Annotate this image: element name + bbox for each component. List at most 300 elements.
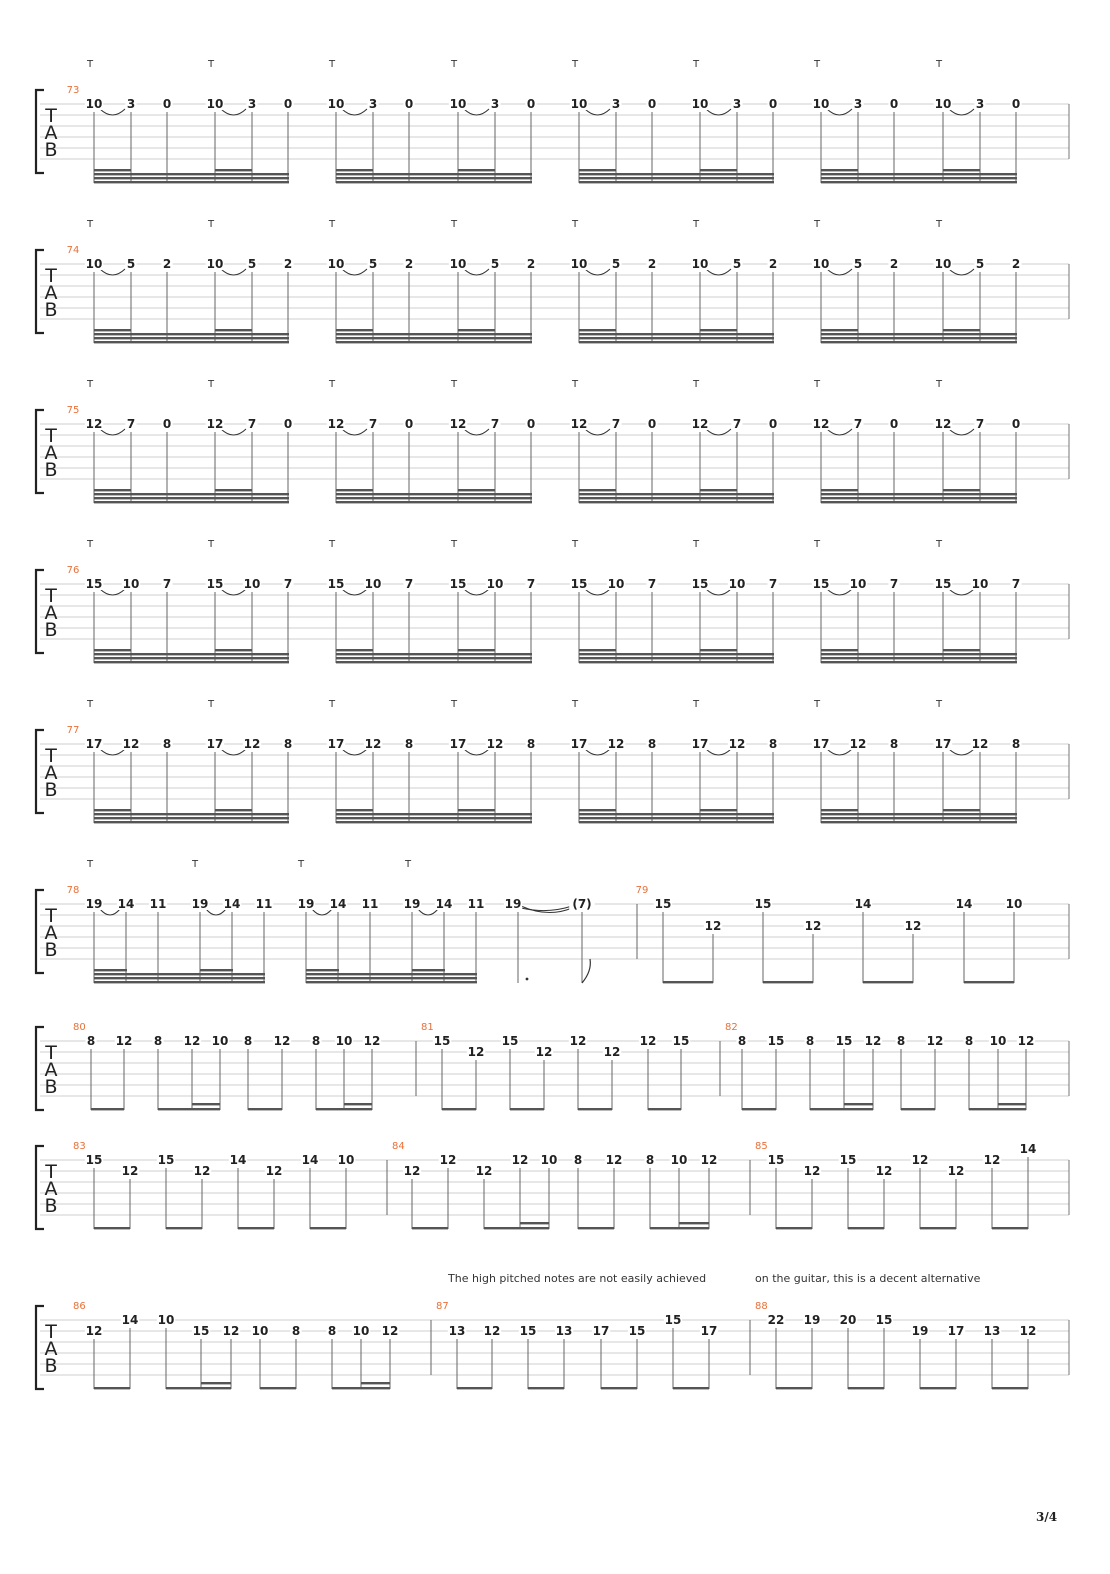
fret-number: 8 [1011,737,1021,751]
fret-number: 12 [121,1164,139,1178]
tab-clef-t: T [45,1161,57,1183]
fret-number: 7 [853,417,863,431]
tap-marker: T [450,379,458,390]
beam [901,1108,935,1110]
beam [579,497,774,499]
fret-number: 8 [964,1034,974,1048]
fret-number: 12 [804,919,822,933]
beam [336,181,532,183]
fret-number: 0 [283,417,293,431]
fret-number: 13 [555,1324,573,1338]
fret-number: 12 [483,1324,501,1338]
beam [336,333,532,335]
fret-number: 7 [975,417,985,431]
fret-number: 12 [812,417,830,431]
dot [526,978,529,981]
beam [763,981,813,983]
beam [94,1387,130,1389]
fret-number: 3 [853,97,863,111]
beam [863,981,913,983]
fret-number: 8 [805,1034,815,1048]
staff-bracket [36,90,44,173]
fret-number: 10 [449,257,467,271]
fret-number: 17 [206,737,224,751]
fret-number: 12 [728,737,746,751]
measure-number: 78 [66,885,80,896]
beam-secondary [520,1222,549,1224]
fret-number: 2 [526,257,536,271]
fret-number: 0 [404,97,414,111]
beam [94,177,289,179]
fret-number: 12 [363,1034,381,1048]
slur-arc [464,749,489,755]
tap-marker: T [328,539,336,550]
beam [821,497,1017,499]
fret-number: 15 [767,1034,785,1048]
fret-number: 0 [162,417,172,431]
fret-number: 15 [157,1153,175,1167]
fret-number: 5 [490,257,500,271]
fret-number: 14 [435,897,453,911]
beam-partial [821,169,858,171]
tap-marker: T [692,379,700,390]
tap-marker: T [571,59,579,70]
beam-partial [94,809,131,811]
tab-clef-b: B [44,299,58,321]
beam-partial [336,329,373,331]
fret-number: 12 [467,1045,485,1059]
fret-number: 12 [222,1324,240,1338]
beam [336,817,532,819]
fret-number: 10 [989,1034,1007,1048]
fret-number: 0 [526,97,536,111]
fret-number: 19 [403,897,421,911]
fret-number: 2 [404,257,414,271]
fret-number: 7 [889,577,899,591]
tab-clef-a: A [44,1338,58,1360]
fret-number: 15 [433,1034,451,1048]
staff-bracket [36,570,44,653]
fret-number: 15 [85,577,103,591]
beam [776,1227,812,1229]
fret-number: 19 [504,897,522,911]
slur-arc [342,749,367,755]
fret-number: 12 [273,1034,291,1048]
fret-number: 15 [754,897,772,911]
fret-number: 8 [737,1034,747,1048]
fret-number: 12 [265,1164,283,1178]
beam-partial [579,329,616,331]
tap-marker: T [207,219,215,230]
tap-marker: T [450,539,458,550]
beam [94,501,289,503]
measure-number: 84 [392,1141,405,1152]
tap-marker: T [692,59,700,70]
tab-clef-b: B [44,459,58,481]
beam [821,813,1017,815]
fret-number: 10 [206,97,224,111]
beam-secondary [361,1382,390,1384]
staff-bracket [36,1146,44,1229]
beam [442,1108,476,1110]
tap-marker: T [450,219,458,230]
fret-number: 10 [352,1324,370,1338]
fret-number: 15 [654,897,672,911]
fret-number: 10 [335,1034,353,1048]
beam [158,1108,220,1110]
beam [579,177,774,179]
staff-8 [36,1141,1069,1229]
beam [648,1108,681,1110]
slur-arc [585,589,610,595]
tap-marker: T [935,539,943,550]
tab-clef-b: B [44,1355,58,1377]
fret-number: 14 [1019,1142,1037,1156]
measure-number: 81 [421,1022,434,1033]
beam [94,813,289,815]
beam [306,981,477,983]
fret-number: 12 [947,1164,965,1178]
fret-number: 0 [889,417,899,431]
beam [336,177,532,179]
tab-clef-b: B [44,779,58,801]
fret-number: 14 [301,1153,319,1167]
fret-number: 17 [327,737,345,751]
slur-arc [221,589,246,595]
tab-clef-b: B [44,139,58,161]
tab-clef-a: A [44,762,58,784]
beam-partial [943,649,980,651]
tab-clef-t: T [45,265,57,287]
fret-number: 15 [839,1153,857,1167]
fret-number: 3 [975,97,985,111]
tab-clef-t: T [45,425,57,447]
fret-number: 17 [691,737,709,751]
fret-number: 12 [403,1164,421,1178]
fret-number: 22 [767,1313,785,1327]
fret-number: 7 [611,417,621,431]
beam-partial [215,489,252,491]
beam [238,1227,274,1229]
beam [821,817,1017,819]
tap-marker: T [328,699,336,710]
fret-number: 5 [853,257,863,271]
slur-arc [221,749,246,755]
beam [316,1108,372,1110]
beam [336,497,532,499]
fret-number: 12 [381,1324,399,1338]
fret-number: 10 [691,97,709,111]
fret-number: 8 [896,1034,906,1048]
beam [578,1227,614,1229]
fret-number: 15 [812,577,830,591]
beam-partial [943,329,980,331]
beam [94,977,265,979]
fret-number: 15 [664,1313,682,1327]
tab-clef-b: B [44,1076,58,1098]
fret-number: 15 [691,577,709,591]
beam-partial [200,969,233,971]
fret-number: 12 [243,737,261,751]
fret-number: 7 [647,577,657,591]
fret-number: 3 [732,97,742,111]
slur-arc [221,269,246,275]
fret-number: 15 [519,1324,537,1338]
fret-number: 15 [570,577,588,591]
tap-marker: T [297,859,305,870]
fret-number: 5 [732,257,742,271]
beam-partial [943,169,980,171]
fret-number: 3 [126,97,136,111]
fret-number: 14 [329,897,347,911]
measure-number: 88 [755,1301,768,1312]
beam [821,333,1017,335]
beam [579,817,774,819]
beam-partial [336,809,373,811]
fret-number: 12 [803,1164,821,1178]
beam [336,661,532,663]
fret-number: 15 [449,577,467,591]
fret-number: 12 [934,417,952,431]
fret-number: 7 [126,417,136,431]
tap-marker: T [207,59,215,70]
beam [306,977,477,979]
fret-number: 0 [647,417,657,431]
beam [742,1108,776,1110]
beam-partial [821,649,858,651]
fret-number: 10 [971,577,989,591]
beam-partial [700,329,737,331]
fret-number: 12 [983,1153,1001,1167]
tab-clef-t: T [45,585,57,607]
measure-number: 76 [66,565,80,576]
fret-number: 0 [889,97,899,111]
beam [94,821,289,823]
beam [579,661,774,663]
fret-number: 10 [728,577,746,591]
slur-arc [949,269,974,275]
staff-bracket [36,250,44,333]
fret-number: 14 [117,897,135,911]
tap-marker: T [813,59,821,70]
slur-arc [706,429,731,435]
fret-number: 12 [486,737,504,751]
tap-marker: T [86,859,94,870]
beam [332,1387,390,1389]
beam [821,661,1017,663]
tab-clef-a: A [44,282,58,304]
beam [821,821,1017,823]
tab-clef-b: B [44,939,58,961]
fret-number: 8 [526,737,536,751]
beam [810,1108,873,1110]
fret-number: 13 [448,1324,466,1338]
beam [821,653,1017,655]
fret-number: 5 [975,257,985,271]
beam-secondary [679,1222,709,1224]
fret-number: 10 [337,1153,355,1167]
beam-partial [821,809,858,811]
beam [650,1227,709,1229]
beam [579,173,774,175]
beam [166,1227,202,1229]
measure-number: 75 [66,405,80,416]
beam-partial [94,969,127,971]
beam [166,1387,231,1389]
beam-partial [336,489,373,491]
fret-number: 12 [570,417,588,431]
tap-marker: T [692,699,700,710]
beam [94,1227,130,1229]
fret-number: 15 [192,1324,210,1338]
tap-marker: T [86,59,94,70]
fret-number: 7 [732,417,742,431]
beam-secondary [201,1382,231,1384]
tab-clef-b: B [44,1195,58,1217]
fret-number: 10 [691,257,709,271]
fret-number: 10 [849,577,867,591]
fret-number: 12 [1019,1324,1037,1338]
beam [94,817,289,819]
fret-number: 8 [768,737,778,751]
fret-number: 12 [183,1034,201,1048]
beam [821,657,1017,659]
fret-number: 14 [121,1313,139,1327]
fret-number: 0 [768,417,778,431]
fret-number: 12 [193,1164,211,1178]
fret-number: 12 [864,1034,882,1048]
fret-number: 8 [86,1034,96,1048]
slur-arc [100,589,125,595]
beam [821,177,1017,179]
beam [601,1387,637,1389]
beam [821,493,1017,495]
fret-number: 10 [934,97,952,111]
beam [848,1387,884,1389]
staff-9 [36,1306,1069,1389]
fret-number: 12 [700,1153,718,1167]
slur-arc [100,749,125,755]
fret-number: 10 [449,97,467,111]
tap-marker: T [571,699,579,710]
fret-number: 14 [955,897,973,911]
slur-arc [100,429,125,435]
slur-arc [342,109,367,115]
fret-number: 12 [971,737,989,751]
beam-partial [458,169,495,171]
beam-partial [458,809,495,811]
beam [336,657,532,659]
staff-bracket [36,730,44,813]
fret-number: 0 [162,97,172,111]
slur-arc [585,429,610,435]
fret-number: 17 [947,1324,965,1338]
fret-number: 17 [934,737,952,751]
fret-number: 14 [223,897,241,911]
fret-number: 2 [768,257,778,271]
tab-clef-a: A [44,1059,58,1081]
fret-number: 2 [283,257,293,271]
performance-note: The high pitched notes are not easily achieved on the guitar, this is a decent alternative [448,1272,981,1285]
measure-number: 73 [66,85,80,96]
beam [579,501,774,503]
tab-clef-t: T [45,1321,57,1343]
beam-partial [94,169,131,171]
beam-partial [579,649,616,651]
beam [579,341,774,343]
beam [94,973,265,975]
beam [94,497,289,499]
beam [94,333,289,335]
fret-number: 0 [526,417,536,431]
beam [94,661,289,663]
staff-bracket [36,1306,44,1389]
fret-number: 5 [368,257,378,271]
fret-number: 0 [768,97,778,111]
fret-number: 10 [570,257,588,271]
fret-number: 15 [672,1034,690,1048]
slur-arc [827,589,852,595]
tap-marker: T [935,699,943,710]
fret-number: 3 [368,97,378,111]
beam [94,657,289,659]
slur-arc [342,269,367,275]
beam [920,1227,956,1229]
slur-arc [100,109,125,115]
tap-marker: T [450,59,458,70]
beam [260,1387,296,1389]
beam-secondary [192,1103,220,1105]
staff-4 [36,570,1069,663]
fret-number: 17 [812,737,830,751]
beam-partial [336,649,373,651]
fret-number: 3 [490,97,500,111]
fret-number: 5 [611,257,621,271]
fret-number: 12 [327,417,345,431]
fret-number: 0 [1011,417,1021,431]
fret-number: 12 [603,1045,621,1059]
tap-marker: T [813,379,821,390]
tap-marker: T [191,859,199,870]
fret-number: 15 [206,577,224,591]
fret-number: 8 [162,737,172,751]
staff-1 [36,90,1069,183]
fret-number: 15 [327,577,345,591]
fret-number: 8 [311,1034,321,1048]
fret-number: 8 [889,737,899,751]
fret-number: 8 [647,737,657,751]
measure-number: 85 [755,1141,768,1152]
slur-arc [585,109,610,115]
beam-partial [579,809,616,811]
slur-arc [464,589,489,595]
fret-number: 8 [283,737,293,751]
page-number: 3/4 [1036,1510,1058,1524]
tab-clef-t: T [45,105,57,127]
beam-partial [821,489,858,491]
tap-marker: T [328,379,336,390]
fret-number: 19 [191,897,209,911]
beam [579,653,774,655]
beam [821,501,1017,503]
beam [412,1227,448,1229]
tap-marker: T [207,379,215,390]
beam-partial [943,809,980,811]
slur-arc [221,109,246,115]
fret-number: 12 [849,737,867,751]
staff-3 [36,410,1069,503]
tap-marker: T [86,699,94,710]
